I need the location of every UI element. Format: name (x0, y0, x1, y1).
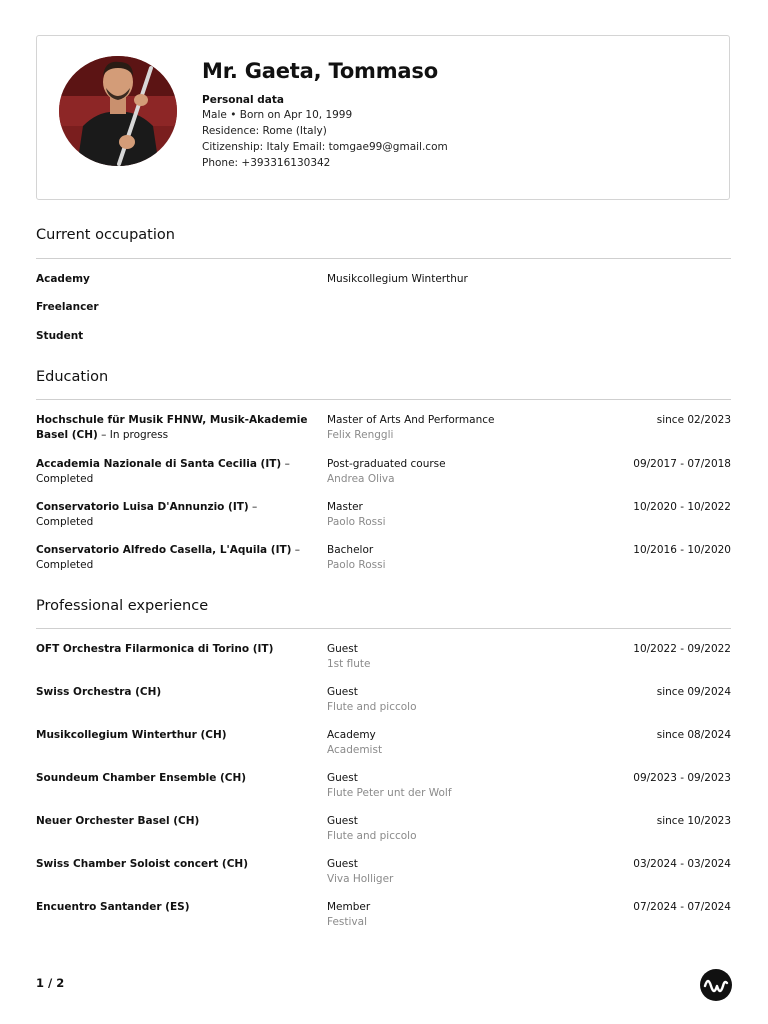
organization: Swiss Chamber Soloist concert (CH) (36, 858, 249, 870)
role-detail: Flute and piccolo (327, 701, 417, 713)
experience-dates: since 08/2024 (656, 729, 731, 741)
occupation-label: Freelancer (36, 301, 99, 313)
role: Member (327, 901, 371, 913)
profile-info (202, 56, 702, 173)
role: Guest (327, 858, 358, 870)
role-detail: Viva Holliger (327, 873, 394, 885)
organization: Musikcollegium Winterthur (CH) (36, 729, 227, 741)
role: Guest (327, 686, 358, 698)
experience-row (36, 771, 731, 805)
degree: Post-graduated course (327, 458, 446, 470)
avatar (59, 56, 177, 166)
profile-card (36, 35, 730, 200)
role: Guest (327, 643, 358, 655)
experience-row (36, 728, 731, 762)
experience-row (36, 642, 731, 676)
education-status: – Completed (36, 544, 301, 571)
occupation-row (36, 329, 731, 363)
role: Guest (327, 815, 358, 827)
section-title-occupation: Current occupation (36, 227, 175, 243)
education-dates: 09/2017 - 07/2018 (633, 458, 731, 470)
organization: Soundeum Chamber Ensemble (CH) (36, 772, 247, 784)
role: Academy (327, 729, 376, 741)
experience-dates: since 09/2024 (656, 686, 731, 698)
section-title-experience: Professional experience (36, 598, 209, 614)
experience-row (36, 900, 731, 934)
teacher: Felix Renggli (327, 429, 394, 441)
experience-dates: since 10/2023 (656, 815, 731, 827)
section-title-education: Education (36, 369, 109, 385)
occupation-label: Student (36, 330, 84, 342)
experience-dates: 07/2024 - 07/2024 (633, 901, 731, 913)
occupation-label: Academy (36, 273, 90, 285)
section-divider (36, 258, 731, 259)
phone: Phone: +393316130342 (202, 157, 331, 169)
section-divider (36, 399, 731, 400)
role-detail: Academist (327, 744, 383, 756)
education-row (36, 457, 731, 491)
profile-name: Mr. Gaeta, Tommaso (202, 59, 438, 83)
experience-row (36, 685, 731, 719)
education-dates: 10/2020 - 10/2022 (633, 501, 731, 513)
waveform-logo-icon (700, 969, 732, 1001)
education-dates: since 02/2023 (656, 414, 731, 426)
gender-birth: Male • Born on Apr 10, 1999 (202, 109, 353, 121)
role-detail: Flute and piccolo (327, 830, 417, 842)
organization: Encuentro Santander (ES) (36, 901, 190, 913)
experience-row (36, 814, 731, 848)
education-row (36, 413, 731, 447)
degree: Bachelor (327, 544, 374, 556)
personal-data-heading: Personal data (202, 94, 284, 106)
role-detail: Festival (327, 916, 367, 928)
institution: Hochschule für Musik FHNW, Musik-Akademie Basel (CH) (36, 414, 308, 441)
education-status: – Completed (36, 501, 258, 528)
education-row (36, 543, 731, 577)
page-number: 1 / 2 (36, 976, 65, 990)
institution: Conservatorio Alfredo Casella, L'Aquila (IT) (36, 544, 292, 556)
experience-dates: 09/2023 - 09/2023 (633, 772, 731, 784)
section-divider (36, 628, 731, 629)
role-detail: Flute Peter unt der Wolf (327, 787, 452, 799)
experience-dates: 03/2024 - 03/2024 (633, 858, 731, 870)
residence: Residence: Rome (Italy) (202, 125, 327, 137)
degree: Master (327, 501, 363, 513)
teacher: Paolo Rossi (327, 559, 386, 571)
organization: Neuer Orchester Basel (CH) (36, 815, 200, 827)
institution: Conservatorio Luisa D'Annunzio (IT) (36, 501, 249, 513)
education-row (36, 500, 731, 534)
organization: OFT Orchestra Filarmonica di Torino (IT) (36, 643, 274, 655)
education-status: – Completed (36, 458, 290, 485)
citizenship-email: Citizenship: Italy Email: tomgae99@gmail.com (202, 141, 448, 153)
experience-dates: 10/2022 - 09/2022 (633, 643, 731, 655)
education-dates: 10/2016 - 10/2020 (633, 544, 731, 556)
institution: Accademia Nazionale di Santa Cecilia (IT) (36, 458, 282, 470)
organization: Swiss Orchestra (CH) (36, 686, 162, 698)
role: Guest (327, 772, 358, 784)
teacher: Paolo Rossi (327, 516, 386, 528)
occupation-value: Musikcollegium Winterthur (327, 273, 468, 285)
experience-row (36, 857, 731, 891)
education-status: – In progress (97, 429, 169, 441)
role-detail: 1st flute (327, 658, 371, 670)
teacher: Andrea Oliva (327, 473, 395, 485)
degree: Master of Arts And Performance (327, 414, 495, 426)
